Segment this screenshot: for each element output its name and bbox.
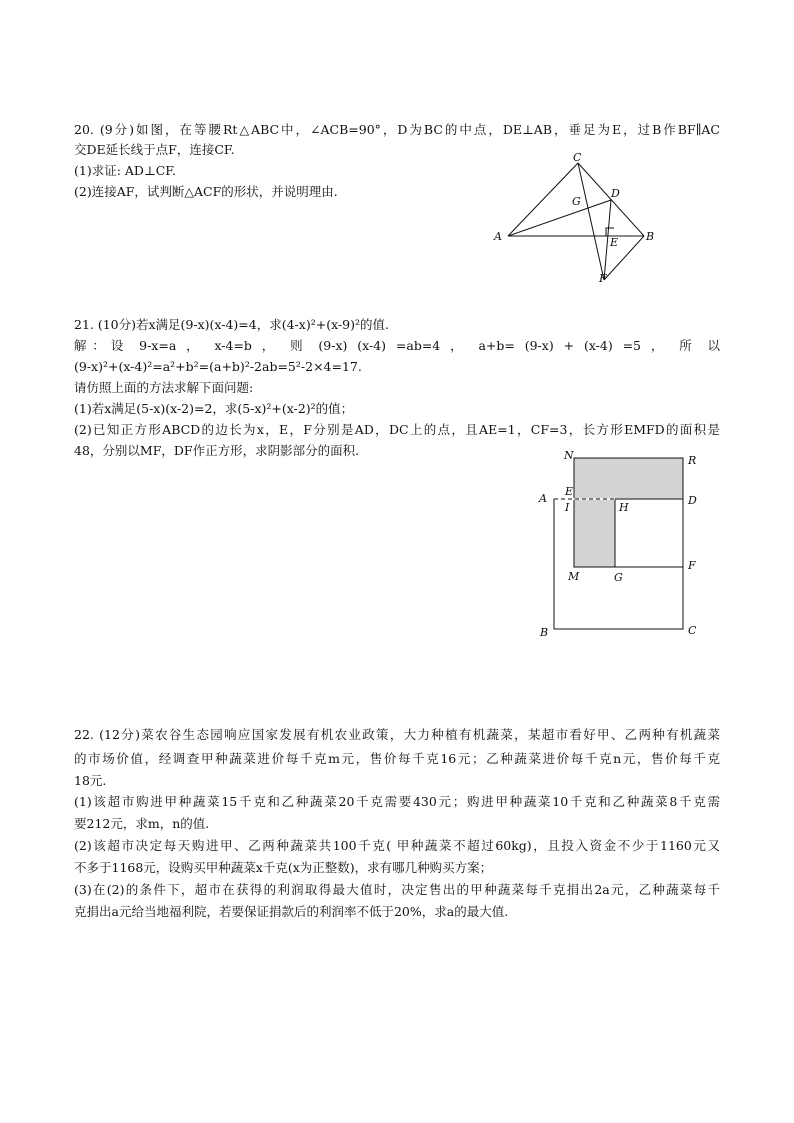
label-f: F: [599, 272, 607, 285]
label-n: N: [564, 449, 574, 462]
label-c: C: [688, 624, 697, 637]
q22-line-3: 18元.: [74, 773, 107, 788]
q21-part-2-line-1: (2)已知正方形ABCD的边长为x，E，F分别是AD，DC上的点，且AE=1，CF=3，长方形EMFD的面积是: [74, 422, 720, 437]
label-g: G: [614, 571, 623, 584]
q22-line-1: 22. (12分)菜农谷生态园响应国家发展有机农业政策，大力种植有机蔬菜，某超市看好甲、乙两种有机蔬菜: [74, 727, 720, 742]
label-d: D: [688, 494, 697, 507]
square-abcd: [554, 499, 683, 629]
label-g: G: [572, 195, 581, 208]
q21-square-figure: [530, 444, 710, 644]
q20-part-1: (1)求证: AD⊥CF.: [74, 163, 176, 178]
q22-part-1-line-2: 要212元，求m，n的值.: [74, 816, 210, 831]
label-m: M: [568, 570, 580, 583]
q20-line-2: 交DE延长线于点F，连接CF.: [74, 142, 235, 157]
shaded-square-left: [574, 499, 615, 567]
q21-part-1: (1)若x满足(5-x)(x-2)=2，求(5-x)²+(x-2)²的值；: [74, 401, 354, 416]
q21-solution-1: 解：设 9-x=a ， x-4=b ， 则 (9-x) (x-4) =ab=4 ， a+b= (9-x) + (x-4) =5 ， 所 以: [74, 338, 720, 353]
label-a: A: [539, 492, 547, 505]
segment-ac: [508, 163, 578, 236]
label-b: B: [540, 626, 549, 639]
q22-part-3-line-2: 克捐出a元给当地福利院，若要保证捐款后的利润率不低于20%，求a的最大值.: [74, 904, 509, 919]
q22-part-2-line-1: (2)该超市决定每天购进甲、乙两种蔬菜共100千克( 甲种蔬菜不超过60kg)，且投入资金不少于1160元又: [74, 838, 720, 853]
label-e: E: [565, 485, 574, 498]
label-e: E: [610, 236, 619, 249]
label-h: H: [619, 501, 629, 514]
q20-triangle-figure: [486, 150, 666, 290]
q22-part-1-line-1: (1)该超市购进甲种蔬菜15千克和乙种蔬菜20千克需要430元；购进甲种蔬菜10千克和乙种蔬菜8千克需: [74, 794, 720, 809]
q20-line-1: 20. (9分)如图，在等腰Rt△ABC中，∠ACB=90°，D为BC的中点，DE⊥AB，垂足为E，过B作BF∥AC: [74, 122, 720, 137]
right-angle-mark: [606, 228, 614, 236]
q21-part-2-line-2: 48，分别以MF，DF作正方形，求阴影部分的面积.: [74, 443, 360, 458]
q22-line-2: 的市场价值，经调查甲种蔬菜进价每千克m元，售价每千克16元；乙种蔬菜进价每千克n元，售价每千克: [74, 751, 720, 766]
label-i: I: [565, 501, 570, 514]
label-a: A: [494, 230, 502, 243]
q21-instruction: 请仿照上面的方法求解下面问题:: [74, 380, 254, 395]
segment-ad: [508, 200, 611, 236]
label-b: B: [646, 230, 655, 243]
label-f: F: [688, 559, 696, 572]
q22-part-2-line-2: 不多于1168元，设购买甲种蔬菜x千克(x为正整数)，求有哪几种购买方案；: [74, 860, 493, 875]
q21-solution-2: (9-x)²+(x-4)²=a²+b²=(a+b)²-2ab=5²-2×4=17.: [74, 359, 362, 374]
label-r: R: [688, 454, 697, 467]
shaded-square-top: [574, 458, 683, 499]
segment-cf: [578, 163, 604, 280]
label-d: D: [611, 187, 620, 200]
q20-part-2: (2)连接AF，试判断△ACF的形状，并说明理由.: [74, 184, 338, 199]
q22-part-3-line-1: (3)在(2)的条件下，超市在获得的利润取得最大值时，决定售出的甲种蔬菜每千克捐出2a元，乙种蔬菜每千: [74, 882, 720, 897]
label-c: C: [573, 151, 582, 164]
q21-line-1: 21. (10分)若x满足(9-x)(x-4)=4，求(4-x)²+(x-9)²的值.: [74, 317, 389, 332]
